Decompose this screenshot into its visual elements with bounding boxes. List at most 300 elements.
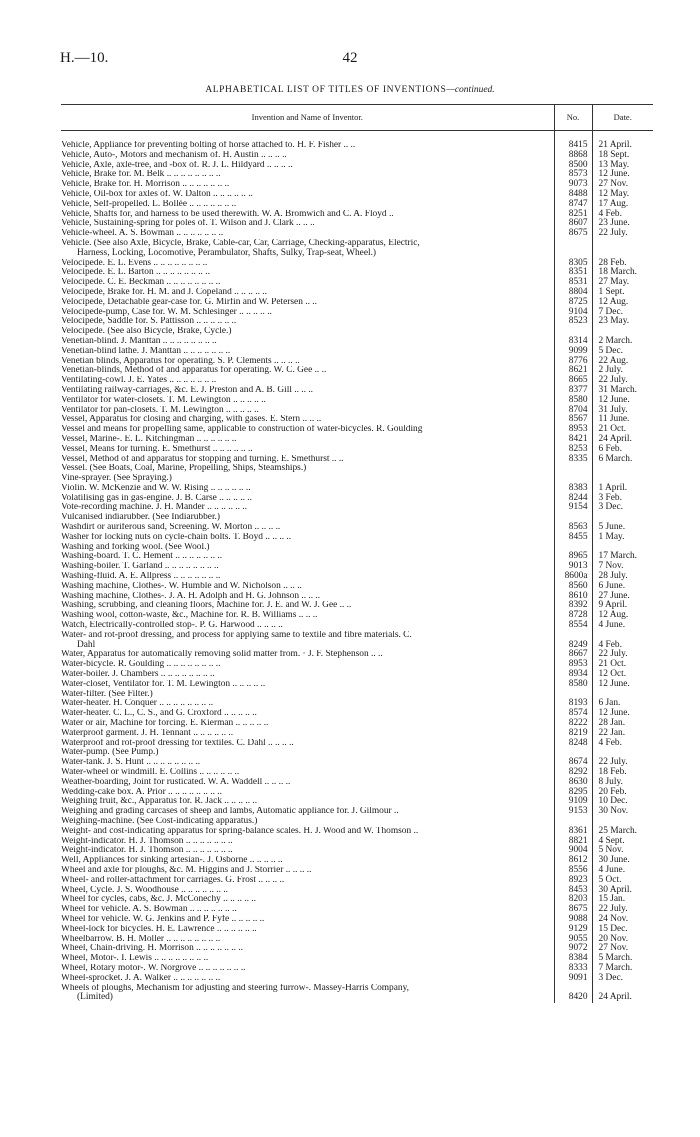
invention-text: Velocipede, Saddle for. S. Pattisson .. .. .. .. .. .. bbox=[61, 317, 237, 327]
invention-text: Vehicle, Sustaining-spring for poles of. T. Wilson and J. Clark .. .. .. bbox=[61, 219, 315, 229]
table-row bbox=[61, 513, 653, 523]
number-cell: 8776 bbox=[554, 357, 592, 367]
invention-cell bbox=[61, 935, 554, 945]
date-cell: 24 April. bbox=[592, 984, 653, 1004]
table-row bbox=[61, 141, 653, 151]
date-cell: 12 Aug. bbox=[592, 611, 653, 621]
invention-text: Wheelbarrow. B. H. Moller .. .. .. .. .. .. .. .. bbox=[61, 934, 221, 944]
date-cell: 5 Dec. bbox=[592, 347, 653, 357]
invention-cell bbox=[61, 984, 554, 1004]
invention-text: Wheel, Cycle. J. S. Woodhouse .. .. .. .. .. .. .. bbox=[61, 885, 229, 895]
number-cell: 8704 bbox=[554, 406, 592, 416]
column-header-invention: Invention and Name of Inventor. bbox=[61, 105, 554, 131]
invention-text: Velocipede. E. L. Evens .. .. .. .. .. .. .. .. bbox=[61, 258, 208, 268]
table-row bbox=[61, 474, 653, 484]
invention-text: Vessel, Method of and apparatus for stopping and turning. E. Smethurst .. .. bbox=[61, 454, 344, 464]
invention-cell bbox=[61, 200, 554, 210]
date-cell: 27 June. bbox=[592, 592, 653, 602]
table-row bbox=[61, 670, 653, 680]
invention-text: Water-pump. (See Pump.) bbox=[61, 748, 159, 758]
number-cell: 8554 bbox=[554, 621, 592, 631]
table-row bbox=[61, 905, 653, 915]
invention-cell bbox=[61, 484, 554, 494]
date-cell: 5 Oct. bbox=[592, 876, 653, 886]
number-cell: 8249 bbox=[554, 631, 592, 651]
date-cell: 17 Aug. bbox=[592, 200, 653, 210]
table-row bbox=[61, 455, 653, 465]
invention-text: Vote-recording machine. J. H. Mander .. .. .. .. .. .. bbox=[61, 503, 247, 513]
table-row bbox=[61, 739, 653, 749]
date-cell: 22 July. bbox=[592, 905, 653, 915]
invention-text: Water-closet, Ventilator for. T. M. Lewington .. .. .. .. .. bbox=[61, 679, 266, 689]
table-row bbox=[61, 886, 653, 896]
date-cell: 25 March. bbox=[592, 827, 653, 837]
invention-cell bbox=[61, 513, 554, 523]
table-row bbox=[61, 876, 653, 886]
invention-cell bbox=[61, 386, 554, 396]
page-number: 42 bbox=[342, 50, 358, 66]
number-cell: 8965 bbox=[554, 552, 592, 562]
date-cell: 22 July. bbox=[592, 758, 653, 768]
invention-cell bbox=[61, 905, 554, 915]
number-cell: 8953 bbox=[554, 660, 592, 670]
invention-cell bbox=[61, 758, 554, 768]
invention-text: Ventilating railway-carriages, &c. E. J. Preston and A. B. Gill .. .. .. bbox=[61, 385, 314, 395]
table-row bbox=[61, 611, 653, 621]
document-code: H.—10. bbox=[60, 50, 109, 66]
invention-text: Water-boiler. J. Chambers .. .. .. .. .. .. .. .. bbox=[61, 670, 215, 680]
invention-cell bbox=[61, 837, 554, 847]
invention-text: Wheel and axle for ploughs, &c. M. Higgins and J. Storrier .. .. .. .. bbox=[61, 865, 312, 875]
number-cell: 8523 bbox=[554, 317, 592, 327]
table-row bbox=[61, 200, 653, 210]
number-cell: 8295 bbox=[554, 788, 592, 798]
number-cell: 8665 bbox=[554, 376, 592, 386]
invention-cell bbox=[61, 219, 554, 229]
table-row bbox=[61, 533, 653, 543]
invention-text: Water, Apparatus for automatically removing solid matter from. · J. F. Stephenson .. .. bbox=[61, 650, 383, 660]
date-cell: 12 June. bbox=[592, 709, 653, 719]
invention-text: Weighing fruit, &c., Apparatus for. R. Jack .. .. .. .. .. bbox=[61, 797, 258, 807]
date-cell: 6 Feb. bbox=[592, 445, 653, 455]
date-cell: 18 Sept. bbox=[592, 151, 653, 161]
number-cell: 8953 bbox=[554, 425, 592, 435]
invention-text: Weight-indicator. H. J. Thomson .. .. .. .. .. .. .. bbox=[61, 836, 233, 846]
number-cell: 8573 bbox=[554, 170, 592, 180]
date-cell: 27 Nov. bbox=[592, 944, 653, 954]
date-cell: 12 May. bbox=[592, 190, 653, 200]
invention-cell bbox=[61, 582, 554, 592]
invention-text: Vessel. (See Boats, Coal, Marine, Propelling, Ships, Steamships.) bbox=[61, 464, 307, 474]
invention-text: Velocipede. (See also Bicycle, Brake, Cycle.) bbox=[61, 327, 232, 337]
invention-cell bbox=[61, 376, 554, 386]
invention-text: Washdirt or auriferous sand, Screening. W. Morton .. .. .. .. bbox=[61, 523, 281, 533]
invention-cell bbox=[61, 494, 554, 504]
number-cell: 8488 bbox=[554, 190, 592, 200]
table-row bbox=[61, 915, 653, 925]
invention-cell bbox=[61, 190, 554, 200]
page-title-suffix: —continued. bbox=[446, 85, 495, 95]
table-row bbox=[61, 376, 653, 386]
invention-cell bbox=[61, 503, 554, 513]
number-cell: 8804 bbox=[554, 288, 592, 298]
table-row bbox=[61, 866, 653, 876]
number-cell: 8392 bbox=[554, 601, 592, 611]
invention-cell bbox=[61, 288, 554, 298]
invention-cell bbox=[61, 552, 554, 562]
invention-text: Wheel for vehicle. A. S. Bowman .. .. .. .. .. .. .. bbox=[61, 905, 237, 915]
date-cell: 31 July. bbox=[592, 406, 653, 416]
invention-text: Water-tank. J. S. Hunt .. .. .. .. .. .. .. .. bbox=[61, 758, 201, 768]
date-cell: 30 Nov. bbox=[592, 807, 653, 817]
invention-text: Waterproof and rot-proof dressing for textiles. C. Dahl .. .. .. .. bbox=[61, 738, 294, 748]
table-row bbox=[61, 778, 653, 788]
number-cell: 9153 bbox=[554, 807, 592, 817]
number-cell: 8747 bbox=[554, 200, 592, 210]
number-cell: 8384 bbox=[554, 954, 592, 964]
date-cell: 21 April. bbox=[592, 141, 653, 151]
number-cell: 8612 bbox=[554, 856, 592, 866]
table-row bbox=[61, 925, 653, 935]
invention-cell bbox=[61, 357, 554, 367]
date-cell: 3 Dec. bbox=[592, 974, 653, 984]
table-row bbox=[61, 797, 653, 807]
table-row bbox=[61, 729, 653, 739]
invention-cell bbox=[61, 464, 554, 474]
invention-cell bbox=[61, 406, 554, 416]
date-cell: 10 Dec. bbox=[592, 797, 653, 807]
invention-cell bbox=[61, 954, 554, 964]
date-cell: 22 Jan. bbox=[592, 729, 653, 739]
number-cell: 8377 bbox=[554, 386, 592, 396]
date-cell: 12 June. bbox=[592, 680, 653, 690]
invention-cell bbox=[61, 846, 554, 856]
number-cell: 9099 bbox=[554, 347, 592, 357]
invention-text: Wheel for vehicle. W. G. Jenkins and P. Fyfe .. .. .. .. .. bbox=[61, 914, 265, 924]
invention-text: Venetian-blinds, Method of and apparatus for operating. W. C. Gee .. .. bbox=[61, 366, 327, 376]
table-row bbox=[61, 837, 653, 847]
column-header-number: No. bbox=[554, 105, 592, 131]
number-cell: 8610 bbox=[554, 592, 592, 602]
number-cell: 8420 bbox=[554, 984, 592, 1004]
table-row bbox=[61, 151, 653, 161]
invention-cell bbox=[61, 278, 554, 288]
date-cell: 1 May. bbox=[592, 533, 653, 543]
date-cell: 27 Nov. bbox=[592, 180, 653, 190]
number-cell: 9072 bbox=[554, 944, 592, 954]
table-row bbox=[61, 788, 653, 798]
invention-cell bbox=[61, 592, 554, 602]
table-row bbox=[61, 631, 653, 651]
invention-text: Vehicle. (See also Axle, Bicycle, Brake, Cable-car, Car, Carriage, Checking-apparatus, Electric, bbox=[61, 238, 420, 248]
date-cell: 20 Feb. bbox=[592, 788, 653, 798]
invention-text: Wheel- and roller-attachment for carriages. G. Frost .. .. .. .. bbox=[61, 875, 285, 885]
number-cell: 8531 bbox=[554, 278, 592, 288]
invention-cell bbox=[61, 876, 554, 886]
invention-text: Wheel-lock for bicycles. H. E. Lawrence .. .. .. .. .. .. bbox=[61, 924, 257, 934]
number-cell: 8251 bbox=[554, 210, 592, 220]
invention-text: Water- and rot-proof dressing, and process for applying same to textile and fibre materials. C. bbox=[61, 630, 412, 640]
date-cell: 15 Dec. bbox=[592, 925, 653, 935]
invention-cell bbox=[61, 268, 554, 278]
table-row bbox=[61, 650, 653, 660]
date-cell: 23 June. bbox=[592, 219, 653, 229]
invention-text: Washing-board. T. C. Hement .. .. .. .. .. .. .. bbox=[61, 552, 223, 562]
table-row bbox=[61, 239, 653, 259]
invention-text: Watch, Electrically-controlled stop-. P. G. Harwood .. .. .. .. bbox=[61, 621, 283, 631]
table-row bbox=[61, 748, 653, 758]
invention-cell bbox=[61, 925, 554, 935]
invention-text: Vehicle, Auto-, Motors and mechanism of. H. Austin .. .. .. .. bbox=[61, 150, 287, 160]
invention-cell bbox=[61, 650, 554, 660]
invention-text: Washing machine, Clothes-. W. Humble and W. Nicholson .. .. .. bbox=[61, 581, 302, 591]
invention-text: Water-heater. C. L., C. S., and G. Croxford .. .. .. .. .. bbox=[61, 709, 257, 719]
table-row bbox=[61, 464, 653, 474]
number-cell: 8193 bbox=[554, 699, 592, 709]
invention-text: Velocipede-pump, Case for. W. M. Schlesinger .. .. .. .. .. bbox=[61, 307, 272, 317]
date-cell: 21 Oct. bbox=[592, 425, 653, 435]
number-cell: 8574 bbox=[554, 709, 592, 719]
number-cell: 8333 bbox=[554, 964, 592, 974]
number-cell: 8556 bbox=[554, 866, 592, 876]
invention-cell bbox=[61, 660, 554, 670]
invention-cell bbox=[61, 748, 554, 758]
number-cell: 8314 bbox=[554, 337, 592, 347]
invention-text: Vehicle, Oil-box for axles of. W. Dalton .. .. .. .. .. .. bbox=[61, 189, 253, 199]
table-row bbox=[61, 846, 653, 856]
date-cell bbox=[592, 239, 653, 259]
invention-cell bbox=[61, 886, 554, 896]
table-row bbox=[61, 680, 653, 690]
date-cell: 18 Feb. bbox=[592, 768, 653, 778]
table-row bbox=[61, 709, 653, 719]
invention-text: Velocipede. C. E. Beckman .. .. .. .. .. .. .. .. bbox=[61, 278, 221, 288]
invention-text: Ventilator for pan-closets. T. M. Lewington .. .. .. .. .. bbox=[61, 405, 259, 415]
date-cell: 4 June. bbox=[592, 866, 653, 876]
invention-cell bbox=[61, 856, 554, 866]
table-header-row bbox=[61, 105, 653, 131]
date-cell: 6 June. bbox=[592, 582, 653, 592]
date-cell: 4 Feb. bbox=[592, 210, 653, 220]
number-cell: 8560 bbox=[554, 582, 592, 592]
date-cell: 1 Sept. bbox=[592, 288, 653, 298]
number-cell: 8667 bbox=[554, 650, 592, 660]
invention-cell bbox=[61, 572, 554, 582]
table-row bbox=[61, 494, 653, 504]
invention-cell bbox=[61, 308, 554, 318]
number-cell: 8607 bbox=[554, 219, 592, 229]
table-row bbox=[61, 357, 653, 367]
table-row bbox=[61, 298, 653, 308]
table-row bbox=[61, 827, 653, 837]
invention-cell bbox=[61, 944, 554, 954]
table-row bbox=[61, 690, 653, 700]
invention-cell bbox=[61, 445, 554, 455]
table-row bbox=[61, 308, 653, 318]
invention-cell bbox=[61, 915, 554, 925]
date-cell: 12 June. bbox=[592, 396, 653, 406]
number-cell: 8455 bbox=[554, 533, 592, 543]
column-header-date: Date. bbox=[592, 105, 653, 131]
date-cell: 12 June. bbox=[592, 170, 653, 180]
number-cell: 8934 bbox=[554, 670, 592, 680]
date-cell: 12 Aug. bbox=[592, 298, 653, 308]
table-row bbox=[61, 386, 653, 396]
table-row bbox=[61, 543, 653, 553]
table-row bbox=[61, 572, 653, 582]
date-cell bbox=[592, 464, 653, 474]
date-cell: 5 Nov. bbox=[592, 846, 653, 856]
invention-cell bbox=[61, 739, 554, 749]
table-row bbox=[61, 944, 653, 954]
invention-text: Vehicle, Brake for. M. Belk .. .. .. .. .. .. .. .. bbox=[61, 170, 221, 180]
invention-cell bbox=[61, 611, 554, 621]
invention-cell bbox=[61, 827, 554, 837]
invention-cell bbox=[61, 631, 554, 651]
invention-cell bbox=[61, 239, 554, 259]
date-cell: 22 Aug. bbox=[592, 357, 653, 367]
table-row bbox=[61, 425, 653, 435]
number-cell: 8674 bbox=[554, 758, 592, 768]
invention-cell bbox=[61, 366, 554, 376]
number-cell: 8580 bbox=[554, 396, 592, 406]
invention-cell bbox=[61, 543, 554, 553]
invention-text: Velocipede. E. L. Barton .. .. .. .. .. .. .. .. bbox=[61, 268, 210, 278]
invention-text: Water-filter. (See Filter.) bbox=[61, 689, 153, 699]
invention-text: Wheel, Rotary motor-. W. Norgrove .. .. .. .. .. .. .. bbox=[61, 963, 246, 973]
invention-text: Wheel, Chain-driving. H. Morrison .. .. .. .. .. .. .. bbox=[61, 944, 244, 954]
number-cell: 8253 bbox=[554, 445, 592, 455]
number-cell: 8244 bbox=[554, 494, 592, 504]
invention-text: Weighing and grading carcases of sheep and lambs, Automatic appliance for. J. Gilmour .. bbox=[61, 807, 399, 817]
table-spacer-row bbox=[61, 131, 653, 142]
number-cell: 8335 bbox=[554, 455, 592, 465]
table-row bbox=[61, 895, 653, 905]
invention-cell bbox=[61, 817, 554, 827]
invention-cell bbox=[61, 317, 554, 327]
number-cell: 8421 bbox=[554, 435, 592, 445]
table-row bbox=[61, 415, 653, 425]
invention-cell bbox=[61, 151, 554, 161]
date-cell: 24 April. bbox=[592, 435, 653, 445]
invention-cell bbox=[61, 807, 554, 817]
invention-cell bbox=[61, 670, 554, 680]
number-cell bbox=[554, 464, 592, 474]
date-cell: 23 May. bbox=[592, 317, 653, 327]
invention-text: Water-heater. H. Conquer .. .. .. .. .. .. .. .. bbox=[61, 699, 214, 709]
invention-continuation: Dahl bbox=[77, 639, 96, 650]
table-row bbox=[61, 347, 653, 357]
date-cell: 30 June. bbox=[592, 856, 653, 866]
invention-cell bbox=[61, 141, 554, 151]
table-row bbox=[61, 288, 653, 298]
table-row bbox=[61, 523, 653, 533]
invention-text: Washing-fluid. A. E. Allpress .. .. .. .. .. .. .. bbox=[61, 572, 221, 582]
number-cell: 8222 bbox=[554, 719, 592, 729]
table-row bbox=[61, 219, 653, 229]
invention-cell bbox=[61, 327, 554, 337]
invention-cell bbox=[61, 229, 554, 239]
inventions-table bbox=[61, 104, 653, 1003]
date-cell: 1 April. bbox=[592, 484, 653, 494]
invention-cell bbox=[61, 396, 554, 406]
number-cell: 8248 bbox=[554, 739, 592, 749]
number-cell: 8923 bbox=[554, 876, 592, 886]
date-cell: 2 March. bbox=[592, 337, 653, 347]
number-cell: 8305 bbox=[554, 259, 592, 269]
invention-cell bbox=[61, 719, 554, 729]
table-row bbox=[61, 758, 653, 768]
table-row bbox=[61, 484, 653, 494]
number-cell: 8580 bbox=[554, 680, 592, 690]
table-row bbox=[61, 337, 653, 347]
invention-text: Wedding-cake box. A. Prior .. .. .. .. .. .. .. .. bbox=[61, 787, 222, 797]
date-cell: 6 Jan. bbox=[592, 699, 653, 709]
invention-text: Wheels of ploughs, Mechanism for adjusting and steering furrow-. Massey-Harris Company, bbox=[61, 983, 410, 993]
number-cell: 8728 bbox=[554, 611, 592, 621]
invention-cell bbox=[61, 415, 554, 425]
invention-text: Vehicle, Axle, axle-tree, and -box of. R. J. L. Hildyard .. .. .. .. bbox=[61, 160, 293, 170]
date-cell: 21 Oct. bbox=[592, 660, 653, 670]
table-row bbox=[61, 984, 653, 1004]
date-cell: 28 July. bbox=[592, 572, 653, 582]
table-row bbox=[61, 935, 653, 945]
number-cell: 8725 bbox=[554, 298, 592, 308]
number-cell: 9055 bbox=[554, 935, 592, 945]
table-row bbox=[61, 582, 653, 592]
invention-cell bbox=[61, 974, 554, 984]
table-row bbox=[61, 161, 653, 171]
invention-text: Violin. W. McKenzie and W. W. Rising .. .. .. .. .. .. bbox=[61, 483, 251, 493]
table-row bbox=[61, 503, 653, 513]
page-title bbox=[0, 85, 700, 95]
table-row bbox=[61, 552, 653, 562]
number-cell: 8415 bbox=[554, 141, 592, 151]
number-cell: 9013 bbox=[554, 562, 592, 572]
invention-text: Weighing-machine. (See Cost-indicating apparatus.) bbox=[61, 816, 258, 826]
invention-text: Vehicle, Appliance for preventing bolting of horse attached to. H. F. Fisher .. .. bbox=[61, 141, 356, 150]
invention-text: Volatilising gas in gas-engine. J. B. Carse .. .. .. .. .. bbox=[61, 493, 252, 503]
invention-text: Washing-boiler. T. Garland .. .. .. .. .. .. .. .. bbox=[61, 562, 219, 572]
number-cell: 8621 bbox=[554, 366, 592, 376]
invention-text: Weight- and cost-indicating apparatus for spring-balance scales. H. J. Wood and W. Thomson .. bbox=[61, 826, 419, 836]
invention-cell bbox=[61, 180, 554, 190]
date-cell: 8 July. bbox=[592, 778, 653, 788]
date-cell: 12 Oct. bbox=[592, 670, 653, 680]
invention-cell bbox=[61, 425, 554, 435]
invention-cell bbox=[61, 435, 554, 445]
invention-text: Vehicle, Brake for. H. Morrison .. .. .. .. .. .. .. bbox=[61, 180, 230, 190]
number-cell: 8383 bbox=[554, 484, 592, 494]
invention-cell bbox=[61, 298, 554, 308]
date-cell: 7 March. bbox=[592, 964, 653, 974]
invention-cell bbox=[61, 210, 554, 220]
invention-text: Vessel, Means for turning. E. Smethurst .. .. .. .. .. .. bbox=[61, 444, 253, 454]
table-row bbox=[61, 445, 653, 455]
number-cell: 9104 bbox=[554, 308, 592, 318]
number-cell: 8453 bbox=[554, 886, 592, 896]
date-cell: 28 Feb. bbox=[592, 259, 653, 269]
number-cell: 9129 bbox=[554, 925, 592, 935]
date-cell: 18 March. bbox=[592, 268, 653, 278]
date-cell: 4 Feb. bbox=[592, 739, 653, 749]
table-row bbox=[61, 817, 653, 827]
number-cell bbox=[554, 239, 592, 259]
invention-cell bbox=[61, 601, 554, 611]
invention-text: Venetian-blind. J. Manttan .. .. .. .. .. .. .. .. bbox=[61, 336, 217, 346]
invention-text: Washing and forking wool. (See Wool.) bbox=[61, 542, 210, 552]
invention-cell bbox=[61, 778, 554, 788]
